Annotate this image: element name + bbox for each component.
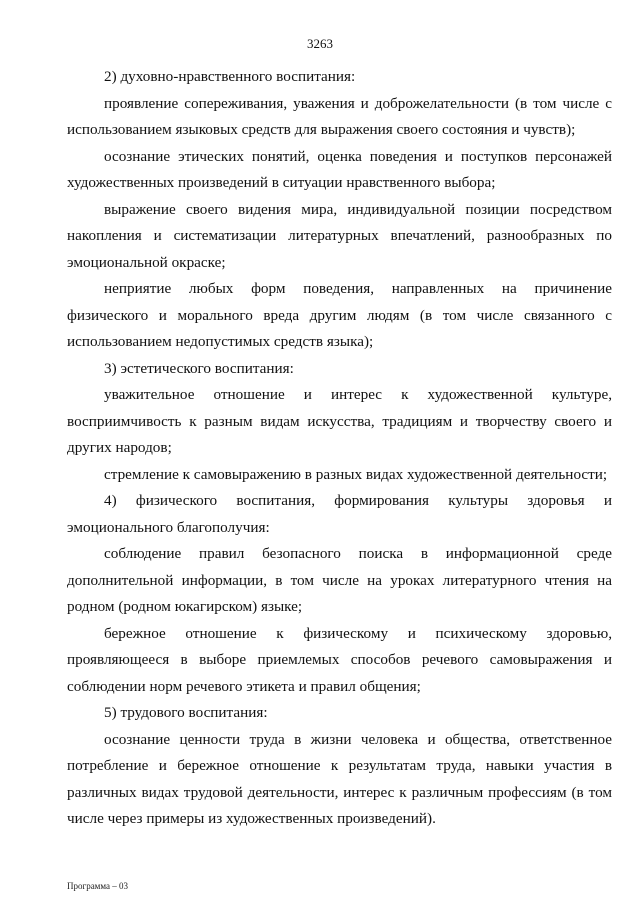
section-heading-physical: 4) физического воспитания, формирования культуры здоровья и эмоционального благополучия: [67, 492, 612, 536]
paragraph: уважительное отношение и интерес к художественной культуре, восприимчивость к разным видам искусства, традициям и творчеству своего и других народов; [67, 386, 612, 456]
paragraph: осознание ценности труда в жизни человека и общества, ответственное потребление и бережное отношение к результатам труда, навыки участия в различных видах трудовой деятельности, интерес к различным профессиям (в том числе через примеры из художественных произведений). [67, 730, 612, 827]
section-heading-labour: 5) трудового воспитания: [104, 704, 268, 721]
paragraph: осознание этических понятий, оценка поведения и поступков персонажей художественных произведений в ситуации нравственного выбора; [67, 147, 612, 191]
document-body [67, 64, 612, 833]
page-number: 3263 [307, 36, 333, 51]
section-heading-spiritual: 2) духовно-нравственного воспитания: [104, 68, 356, 85]
paragraph: выражение своего видения мира, индивидуальной позиции посредством накопления и систематизации литературных впечатлений, разнообразных по эмоциональной окраске; [67, 200, 612, 271]
section-heading-aesthetic: 3) эстетического воспитания: [104, 359, 294, 377]
footer-program-label: Программа – 03 [67, 881, 129, 891]
paragraph: проявление сопереживания, уважения и доброжелательности (в том числе с использованием языковых средств для выражения своего состояния и чувств); [67, 94, 612, 138]
paragraph: бережное отношение к физическому и психическому здоровью, проявляющееся в выборе приемлемых способов речевого самовыражения и соблюдении норм речевого этикета и правил общения; [67, 624, 612, 695]
paragraph: неприятие любых форм поведения, направленных на причинение физического и морального вреда другим людям (в том числе связанного с использованием недопустимых средств языка); [67, 280, 612, 350]
paragraph: соблюдение правил безопасного поиска в информационной среде дополнительной информации, в том числе на уроках литературного чтения на родном (родном юкагирском) языке; [67, 545, 612, 615]
paragraph: стремление к самовыражению в разных видах художественной деятельности; [104, 465, 608, 483]
